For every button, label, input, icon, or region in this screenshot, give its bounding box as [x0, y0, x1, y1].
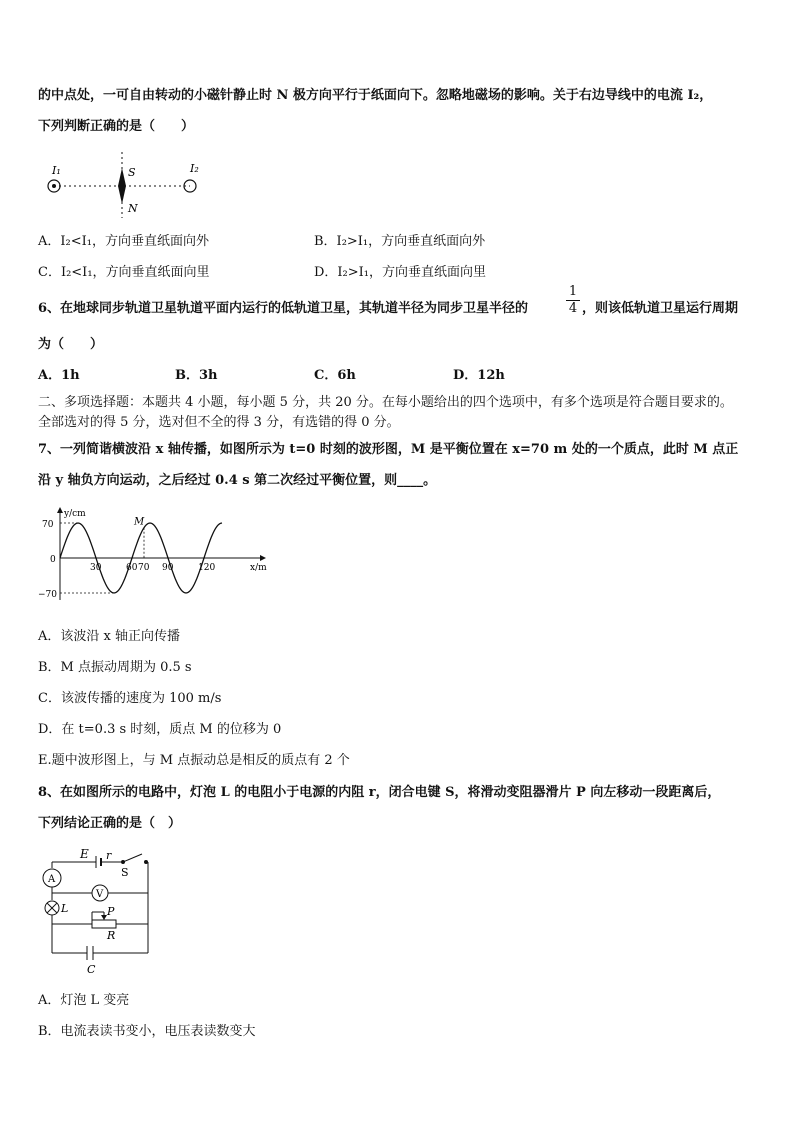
- section2-line1: 二、多项选择题：本题共 4 小题，每小题 5 分，共 20 分。在每小题给出的四个选项中，有多个选项是符合题目要求的。: [38, 395, 733, 410]
- label-r-small: r: [106, 849, 112, 862]
- point-m-label: M: [134, 516, 145, 528]
- q5-figure: [40, 150, 210, 220]
- q5-option-b: B．I₂>I₁，方向垂直纸面向外: [314, 234, 486, 249]
- y-axis-arrow: [57, 507, 63, 513]
- switch-blade: [123, 854, 142, 862]
- label-c: C: [87, 963, 96, 976]
- label-r: R: [107, 929, 116, 942]
- y-axis-label: y/cm: [64, 509, 86, 519]
- q8-text-line1: 8、在如图所示的电路中，灯泡 L 的电阻小于电源的内阻 r，闭合电键 S，将滑动变阻器滑片 P 向左移动一段距离后，: [38, 785, 721, 800]
- q7-text-line2: 沿 y 轴负方向运动，之后经过 0.4 s 第二次经过平衡位置，则____。: [38, 473, 437, 488]
- label-s: S: [128, 166, 136, 179]
- label-i1: I₁: [52, 164, 61, 177]
- q8-option-b: B．电流表读书变小，电压表读数变大: [38, 1024, 256, 1039]
- q5-option-d: D．I₂>I₁，方向垂直纸面向里: [314, 265, 487, 280]
- x-axis-arrow: [260, 555, 266, 561]
- q5-option-c: C．I₂<I₁，方向垂直纸面向里: [38, 265, 210, 280]
- label-n: N: [128, 202, 138, 215]
- q7-text-line1: 7、一列简谐横波沿 x 轴传播，如图所示为 t=0 时刻的波形图，M 是平衡位置在 x=70 m 处的一个质点，此时 M 点正: [38, 442, 739, 457]
- fraction-numerator: 1: [568, 284, 578, 299]
- label-i2: I₂: [190, 162, 199, 175]
- x-tick-label: 30: [90, 563, 102, 573]
- label-p: P: [107, 905, 115, 918]
- q6-option-c: C．6h: [314, 368, 356, 383]
- x-tick-label: 70: [138, 563, 150, 573]
- q5-option-a: A．I₂<I₁，方向垂直纸面向外: [38, 234, 209, 249]
- x-tick-label: 120: [198, 563, 216, 573]
- q6-text-line1-tail: ，则该低轨道卫星运行周期: [582, 301, 739, 316]
- q7-option-b: B．M 点振动周期为 0.5 s: [38, 660, 192, 675]
- q8-circuit: [36, 840, 161, 975]
- x-tick-label: 90: [162, 563, 174, 573]
- q7-option-e: E.题中波形图上，与 M 点振动总是相反的质点有 2 个: [38, 753, 350, 768]
- q7-option-c: C．该波传播的速度为 100 m/s: [38, 691, 222, 706]
- y-tick-label: −70: [38, 590, 57, 600]
- x-tick-label: 60: [126, 563, 138, 573]
- q6-option-b: B．3h: [175, 368, 218, 383]
- q8-option-a: A．灯泡 L 变亮: [38, 993, 130, 1008]
- label-l: L: [61, 902, 69, 915]
- y-tick-label: 0: [50, 555, 56, 565]
- q6-option-d: D．12h: [453, 368, 505, 383]
- q6-fraction: [566, 285, 580, 316]
- q7-option-a: A．该波沿 x 轴正向传播: [38, 629, 180, 644]
- wave-chart: [30, 505, 267, 605]
- q6-text-line2: 为（ ）: [38, 337, 104, 352]
- label-v: V: [96, 889, 104, 900]
- q5-text-line1: 的中点处，一可自由转动的小磁针静止时 N 极方向平行于纸面向下。忽略地磁场的影响。关于右边导线中的电流 I₂，: [38, 88, 713, 103]
- label-a: A: [48, 874, 56, 885]
- q6-option-a: A．1h: [38, 368, 80, 383]
- compass-needle: [118, 168, 126, 204]
- rheostat: [92, 920, 116, 928]
- q6-text-line1: 6、在地球同步轨道卫星轨道平面内运行的低轨道卫星，其轨道半径为同步卫星半径的: [38, 301, 529, 316]
- y-tick-label: 70: [42, 520, 54, 530]
- label-s: S: [121, 866, 129, 879]
- q8-text-line2: 下列结论正确的是（ ）: [38, 816, 182, 831]
- label-e: E: [80, 847, 89, 861]
- q5-text-line2: 下列判断正确的是（ ）: [38, 119, 195, 134]
- fraction-denominator: 4: [568, 301, 578, 316]
- x-axis-label: x/m: [250, 563, 267, 573]
- section2-line2: 全部选对的得 5 分，选对但不全的得 3 分，有选错的得 0 分。: [38, 415, 400, 430]
- wire-i1-dot: [52, 184, 56, 188]
- q7-option-d: D．在 t=0.3 s 时刻，质点 M 的位移为 0: [38, 722, 282, 737]
